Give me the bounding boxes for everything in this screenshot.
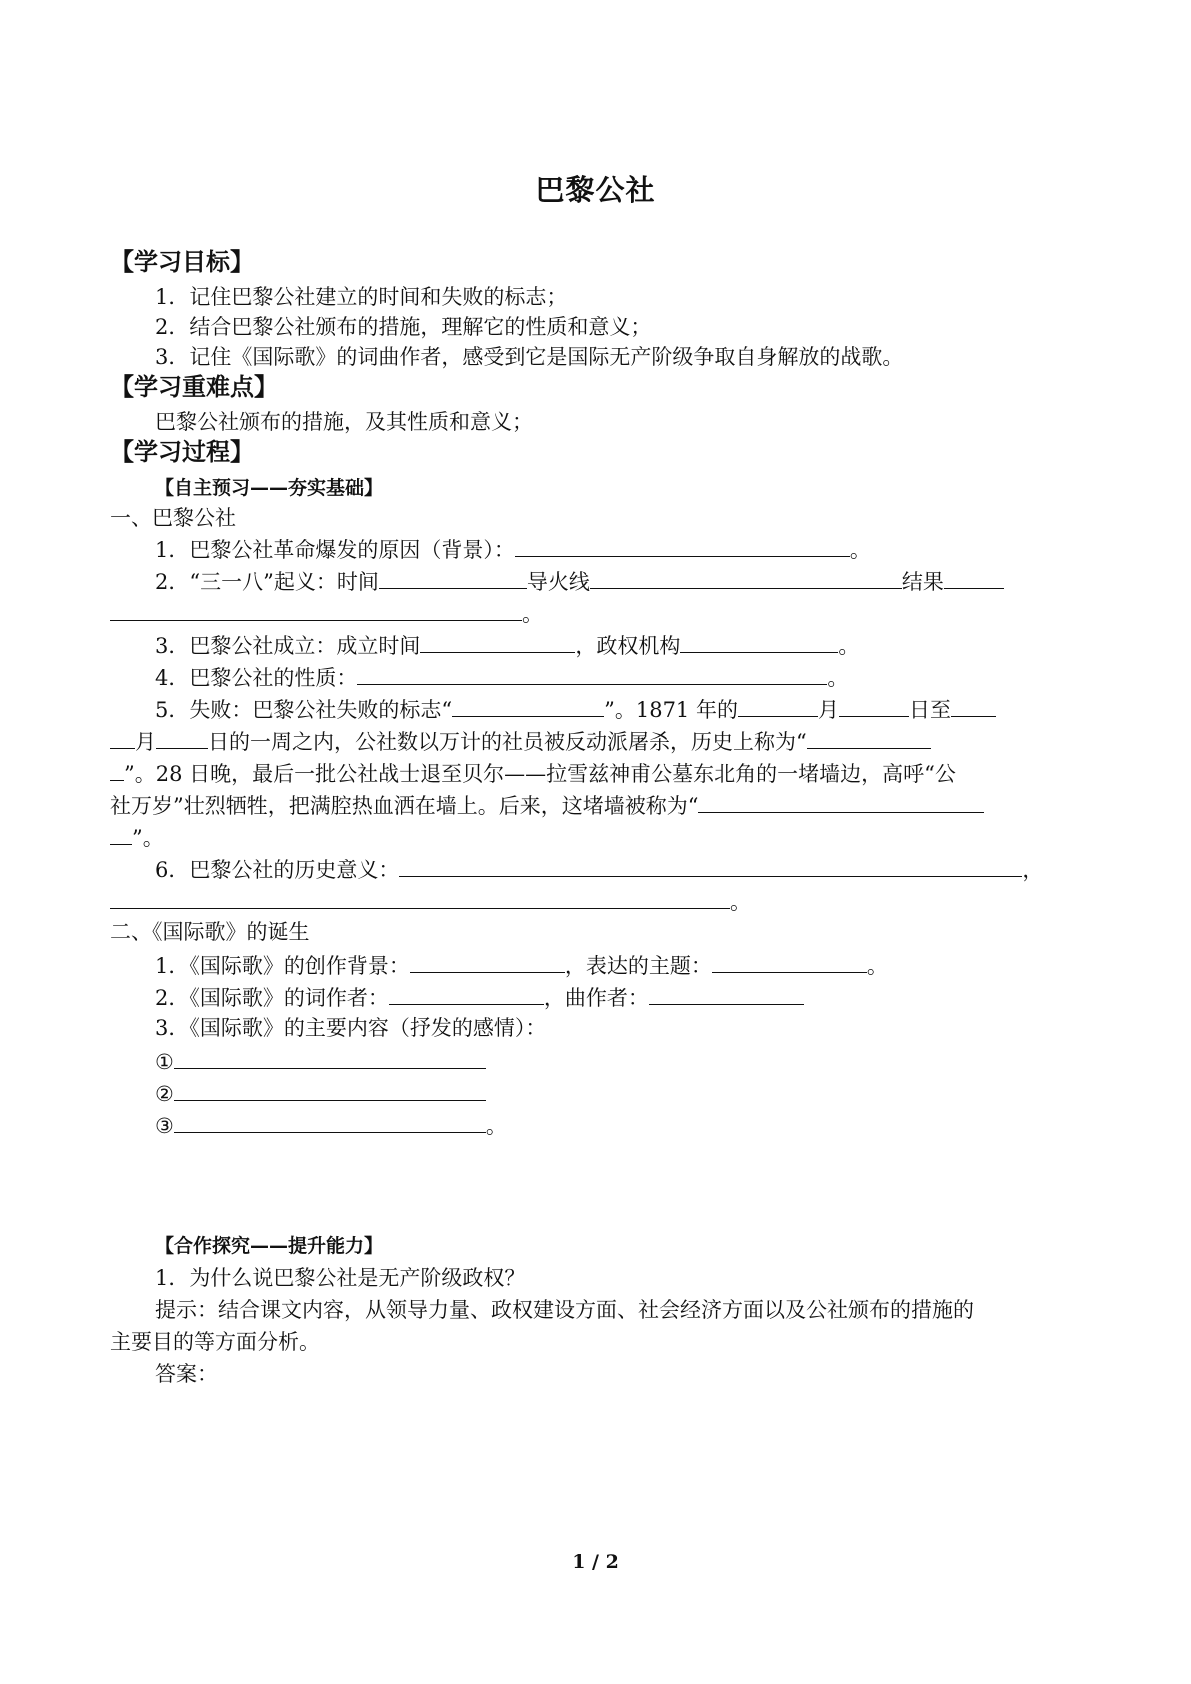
p2q2-lyricist-blank[interactable] <box>389 982 544 1005</box>
p2q2-composer-blank[interactable] <box>649 982 804 1005</box>
coop-heading: 【合作探究——提升能力】 <box>155 1235 384 1257</box>
q5-i: ”。 <box>132 826 164 850</box>
circled-1: ① <box>155 1050 174 1074</box>
q5-month1-blank[interactable] <box>738 694 818 717</box>
circled-2: ② <box>155 1082 174 1106</box>
part2-heading: 二、《国际歌》的诞生 <box>110 920 310 944</box>
part1-q4 <box>155 662 848 692</box>
q6-comma: ， <box>1022 858 1044 882</box>
q5-c: 月 <box>817 698 839 722</box>
q3-item1-blank[interactable] <box>174 1046 486 1069</box>
p2q2-lyricist-label: 2．《国际歌》的词作者： <box>155 986 389 1010</box>
q3-item2-blank[interactable] <box>174 1078 486 1101</box>
p2q1-bg-label: 1．《国际歌》的创作背景： <box>155 954 410 978</box>
q5-wall-blank[interactable] <box>698 790 984 813</box>
preview-heading: 【自主预习——夯实基础】 <box>155 477 384 499</box>
q5-f: 日的一周之内，公社数以万计的社员被反动派屠杀，历史上称为“ <box>208 730 807 754</box>
q5-d: 日至 <box>908 698 951 722</box>
q2-time-blank[interactable] <box>379 566 527 589</box>
q2-result-blank-cont[interactable] <box>110 598 522 621</box>
q5-sign-blank[interactable] <box>452 694 604 717</box>
q3-organ-blank[interactable] <box>680 630 838 653</box>
q5-wall-blank-cont[interactable] <box>110 822 132 845</box>
part1-q5-l3 <box>110 758 956 788</box>
goal-item-2: 2．结合巴黎公社颁布的措施，理解它的性质和意义； <box>155 315 652 339</box>
q5-a: 5．失败：巴黎公社失败的标志“ <box>155 698 453 722</box>
q5-massacre-blank-cont[interactable] <box>110 758 124 781</box>
q2-fuse-label: 导火线 <box>526 570 590 594</box>
q6-label: 6．巴黎公社的历史意义： <box>155 858 400 882</box>
part1-q5-l2 <box>110 726 931 756</box>
p2q2-composer-label: ，曲作者： <box>543 986 649 1010</box>
goals-heading: 【学习目标】 <box>110 248 254 276</box>
part1-q5-l5 <box>110 822 164 852</box>
q3-organ-label: ，政权机构 <box>575 634 681 658</box>
q2-fuse-blank[interactable] <box>590 566 902 589</box>
part2-q3-item-1 <box>155 1046 486 1076</box>
part2-q3-item-3 <box>155 1110 507 1140</box>
part1-q3 <box>155 630 859 660</box>
q3-item3-blank[interactable] <box>174 1110 486 1133</box>
keypoints-text: 巴黎公社颁布的措施，及其性质和意义； <box>155 410 533 434</box>
q3-time-label: 3．巴黎公社成立：成立时间 <box>155 634 421 658</box>
page-number: 1 / 2 <box>572 1551 619 1573</box>
q5-day2-blank[interactable] <box>156 726 208 749</box>
coop-hint-1: 提示：结合课文内容，从领导力量、政权建设方面、社会经济方面以及公社颁布的措施的 <box>155 1298 974 1322</box>
part2-q3-item-2 <box>155 1078 486 1108</box>
part1-heading: 一、巴黎公社 <box>110 506 236 530</box>
part1-q5 <box>155 694 996 724</box>
q5-h: 社万岁”壮烈牺牲，把满腔热血洒在墙上。后来，这堵墙被称为“ <box>110 794 699 818</box>
q1-text: 1．巴黎公社革命爆发的原因（背景）： <box>155 538 515 562</box>
q5-e: 月 <box>135 730 156 754</box>
part1-q2-cont <box>110 598 543 628</box>
q2-end: 。 <box>522 602 543 626</box>
part1-q5-l4 <box>110 790 984 820</box>
p2q1-theme-label: ，表达的主题： <box>564 954 712 978</box>
goal-item-1: 1．记住巴黎公社建立的时间和失败的标志； <box>155 285 568 309</box>
q2-result-label: 结果 <box>901 570 944 594</box>
coop-hint-2: 主要目的等方面分析。 <box>110 1330 320 1354</box>
coop-answer-label: 答案： <box>155 1362 218 1386</box>
q1-end: 。 <box>849 538 871 562</box>
part2-q1 <box>155 950 888 980</box>
q6-blank-cont[interactable] <box>110 886 730 909</box>
q5-month2-blank[interactable] <box>951 694 996 717</box>
part1-q2 <box>155 566 1004 596</box>
q3-time-blank[interactable] <box>420 630 575 653</box>
q4-end: 。 <box>827 666 849 690</box>
q5-month2-blank-cont[interactable] <box>110 726 135 749</box>
q5-day1-blank[interactable] <box>839 694 909 717</box>
coop-q1: 1．为什么说巴黎公社是无产阶级政权？ <box>155 1266 526 1290</box>
p2q1-theme-blank[interactable] <box>712 950 867 973</box>
q3-item3-end: 。 <box>485 1114 507 1138</box>
q6-blank[interactable] <box>399 854 1022 877</box>
process-heading: 【学习过程】 <box>110 438 254 466</box>
p2q1-bg-blank[interactable] <box>410 950 565 973</box>
q3-end: 。 <box>838 634 860 658</box>
circled-3: ③ <box>155 1114 174 1138</box>
q4-blank[interactable] <box>357 662 827 685</box>
q5-g: ”。28 日晚，最后一批公社战士退至贝尔——拉雪兹神甫公墓东北角的一堵墙边，高呼“公 <box>124 762 956 786</box>
goal-item-3: 3．记住《国际歌》的词曲作者，感受到它是国际无产阶级争取自身解放的战歌。 <box>155 345 904 369</box>
part1-q6 <box>155 854 1043 884</box>
page-title: 巴黎公社 <box>535 173 656 207</box>
q6-end: 。 <box>730 890 751 914</box>
q5-massacre-blank[interactable] <box>807 726 931 749</box>
q1-blank[interactable] <box>515 534 850 557</box>
q4-label: 4．巴黎公社的性质： <box>155 666 358 690</box>
part1-q1 <box>155 534 871 564</box>
part2-q3: 3．《国际歌》的主要内容（抒发的感情）： <box>155 1016 547 1040</box>
q2-time-label: 2．“三一八”起义：时间 <box>155 570 379 594</box>
q5-b: ”。1871 年的 <box>604 698 738 722</box>
part1-q6-cont <box>110 886 751 916</box>
q2-result-blank[interactable] <box>944 566 1004 589</box>
p2q1-end: 。 <box>866 954 888 978</box>
keypoints-heading: 【学习重难点】 <box>110 373 278 401</box>
part2-q2 <box>155 982 804 1012</box>
